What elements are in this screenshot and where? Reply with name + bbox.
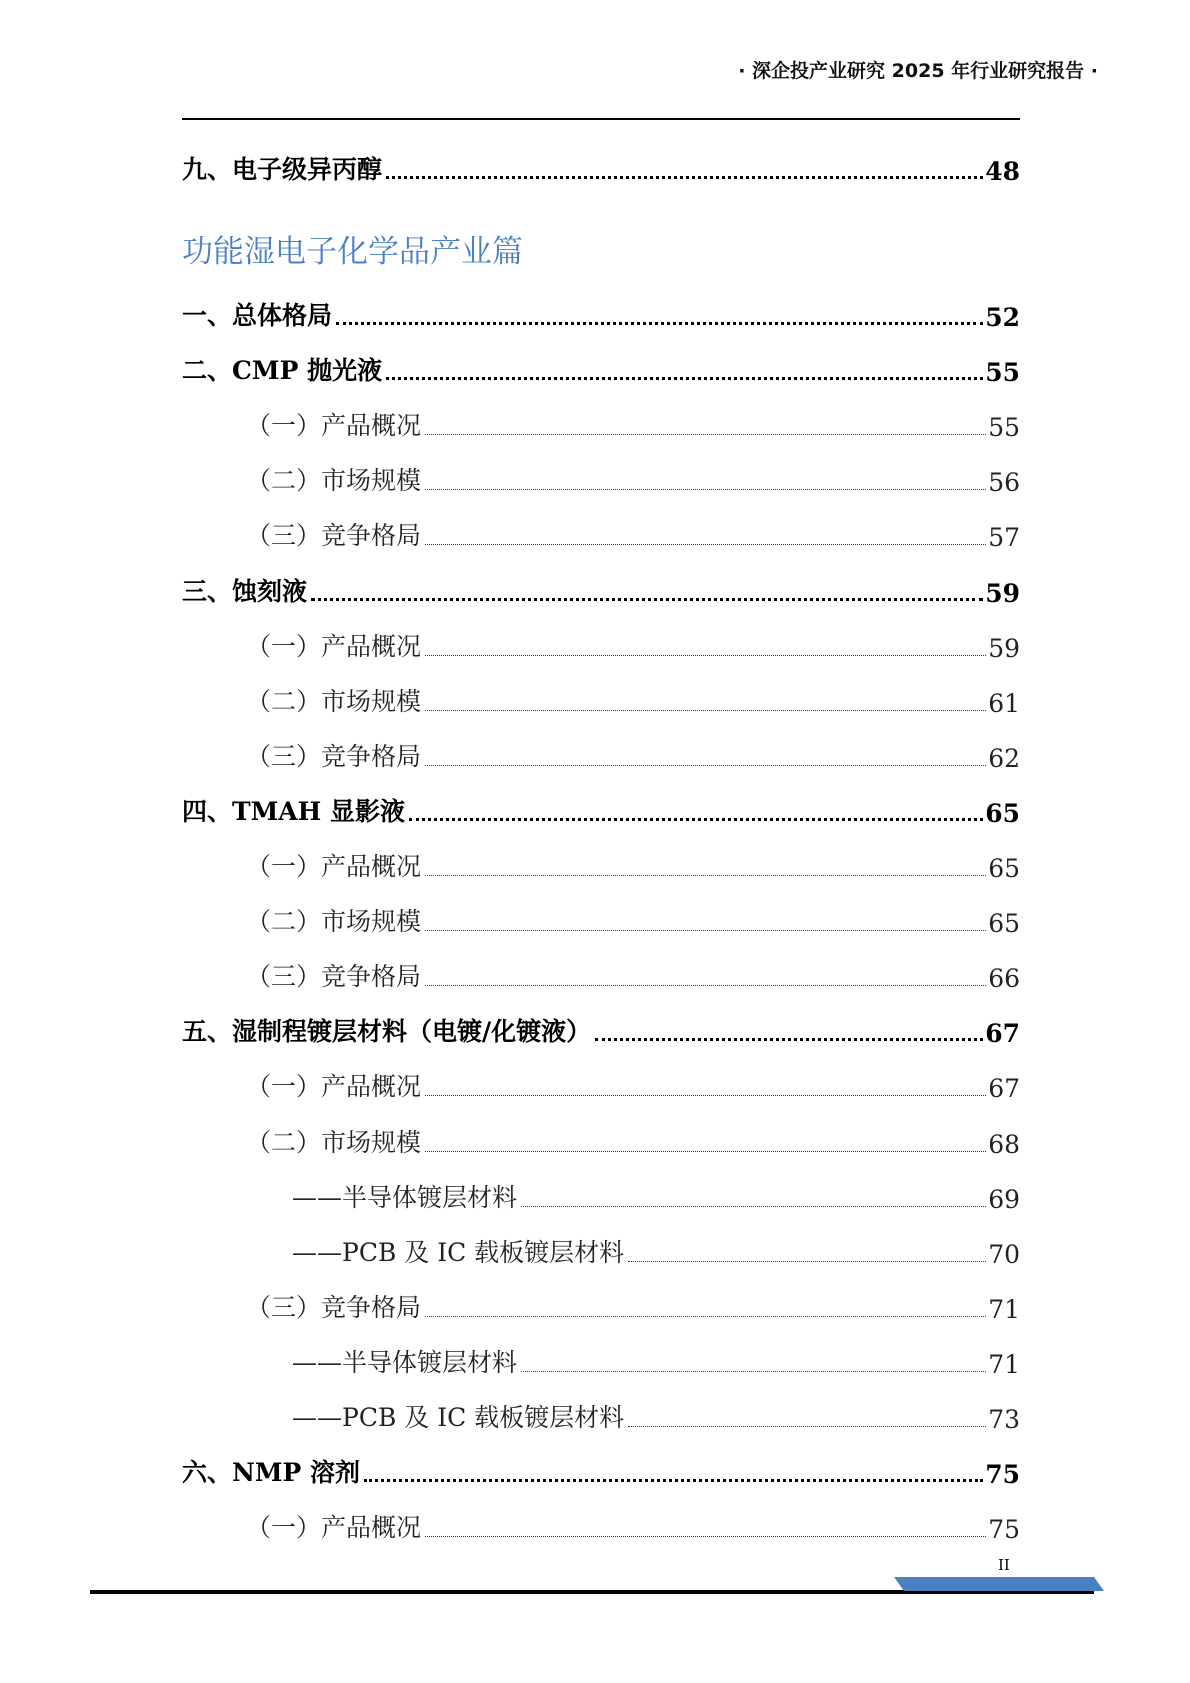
toc-entry-title: （三）竞争格局 [246,521,422,550]
toc-entry-title: （三）竞争格局 [246,962,422,991]
toc-entry-page: 67 [985,1019,1020,1048]
toc-entry[interactable] [182,1449,1020,1489]
toc-entry-page: 55 [985,358,1020,387]
toc-entry[interactable] [246,402,1020,442]
toc-entry-page: 59 [985,579,1020,608]
toc-entry-page: 56 [988,468,1020,497]
toc-entry-page: 59 [988,634,1020,663]
toc-entry[interactable] [246,1284,1020,1324]
footer-accent-shape [894,1577,1104,1591]
toc-entry-title: （一）产品概况 [246,1513,422,1542]
toc-entry-page: 71 [988,1350,1020,1379]
running-header: · 深企投产业研究 2025 年行业研究报告 · [738,60,1098,82]
toc-entry-title: （一）产品概况 [246,1072,422,1101]
toc-entry-title: 五、湿制程镀层材料（电镀/化镀液） [182,1017,592,1046]
toc-entry[interactable] [182,347,1020,387]
dot-leader [628,1426,986,1427]
toc-entry-title: 一、总体格局 [182,301,333,330]
toc-entry[interactable] [246,1119,1020,1159]
toc-entry-title: （三）竞争格局 [246,742,422,771]
toc-entry-page: 68 [988,1130,1020,1159]
toc-entry-title: （一）产品概况 [246,852,422,881]
toc-entry-title: 二、CMP 抛光液 [182,356,383,385]
toc-entry-page: 67 [988,1074,1020,1103]
dot-leader [425,875,986,876]
toc-entry[interactable] [246,843,1020,883]
toc-entry-page: 70 [988,1240,1020,1269]
dot-leader [425,655,986,656]
toc-entry[interactable] [182,568,1020,608]
dot-leader [425,1536,986,1537]
toc-entry-title: 三、蚀刻液 [182,577,308,606]
dot-leader [409,818,983,821]
toc-entry[interactable] [182,146,1020,186]
dot-leader [386,377,983,380]
toc-entry-title: ——PCB 及 IC 载板镀层材料 [292,1238,625,1267]
section-heading: 功能湿电子化学品产业篇 [182,234,523,270]
dot-leader [425,765,986,766]
toc-entry-title: （一）产品概况 [246,632,422,661]
toc-entry[interactable] [182,292,1020,332]
toc-entry-title: （二）市场规模 [246,466,422,495]
toc-entry-page: 61 [988,689,1020,718]
dot-leader [425,489,986,490]
toc-entry[interactable] [246,678,1020,718]
toc-entry-page: 57 [988,523,1020,552]
dot-leader [425,930,986,931]
toc-entry-page: 73 [988,1405,1020,1434]
toc-entry-title: （一）产品概况 [246,411,422,440]
toc-entry[interactable] [182,1008,1020,1048]
toc-entry[interactable] [246,953,1020,993]
dot-leader [425,1151,986,1152]
toc-entry-title: ——半导体镀层材料 [292,1183,518,1212]
toc-entry-page: 71 [988,1295,1020,1324]
toc-entry-page: 62 [988,744,1020,773]
dot-leader [425,434,986,435]
dot-leader [425,985,986,986]
toc-entry-page: 75 [985,1460,1020,1489]
toc-entry-title: （二）市场规模 [246,687,422,716]
toc-entry-page: 69 [988,1185,1020,1214]
toc-entry-title: （三）竞争格局 [246,1293,422,1322]
toc-entry[interactable] [246,623,1020,663]
toc-entry[interactable] [246,1504,1020,1544]
toc-entry-page: 65 [985,799,1020,828]
toc-entry-title: 四、TMAH 显影液 [182,797,405,826]
toc-entry-page: 66 [988,964,1020,993]
toc-entry-title: 六、NMP 溶剂 [182,1458,361,1487]
toc-entry[interactable] [246,512,1020,552]
toc-entry-page: 65 [988,909,1020,938]
dot-leader [628,1261,986,1262]
header-rule [182,118,1020,120]
toc-entry-title: 九、电子级异丙醇 [182,155,383,184]
toc-entry-page: 55 [988,413,1020,442]
toc-entry[interactable] [246,733,1020,773]
toc-entry-page: 65 [988,854,1020,883]
toc-entry-title: ——PCB 及 IC 载板镀层材料 [292,1403,625,1432]
dot-leader [521,1371,986,1372]
dot-leader [311,598,983,601]
dot-leader [425,1095,986,1096]
toc-entry[interactable] [246,457,1020,497]
dot-leader [364,1479,983,1482]
toc-entry[interactable] [292,1174,1020,1214]
dot-leader [425,544,986,545]
dot-leader [386,176,983,179]
toc-entry-title: （二）市场规模 [246,907,422,936]
toc-entry-title: ——半导体镀层材料 [292,1348,518,1377]
toc-entry-page: 48 [985,157,1020,186]
toc-entry-title: （二）市场规模 [246,1128,422,1157]
page-number: II [998,1556,1010,1574]
toc-entry[interactable] [292,1339,1020,1379]
toc-entry-page: 75 [988,1515,1020,1544]
dot-leader [425,1316,986,1317]
dot-leader [595,1038,983,1041]
dot-leader [336,322,983,325]
dot-leader [425,710,986,711]
toc-entry[interactable] [246,1063,1020,1103]
toc-entry[interactable] [182,788,1020,828]
toc-entry-page: 52 [985,303,1020,332]
toc-entry[interactable] [292,1394,1020,1434]
toc-entry[interactable] [292,1229,1020,1269]
dot-leader [521,1206,986,1207]
toc-entry[interactable] [246,898,1020,938]
